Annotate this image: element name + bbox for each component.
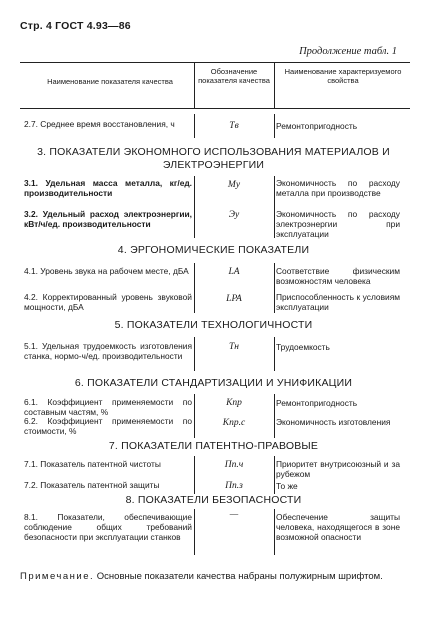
row-4-2-property: Приспособленность к условиям эксплуатации — [276, 292, 400, 312]
row-5-1-symbol: Тн — [229, 342, 239, 352]
cell-divider — [274, 176, 275, 238]
cell-divider — [274, 456, 275, 494]
row-4-2-symbol: LPA — [226, 294, 242, 304]
row-3-1-property: Экономичность по расходу металла при производстве — [276, 178, 400, 198]
row-7-1-property: Приоритет внутрисоюзный и за рубежом — [276, 459, 400, 479]
cell-divider — [194, 394, 195, 438]
row-3-2-symbol: Эу — [228, 210, 240, 220]
cell-divider — [194, 114, 195, 138]
row-6-2-name: 6.2. Коэффициент применяемости по стоимости, % — [24, 416, 192, 436]
header-divider-1 — [194, 62, 195, 108]
section-heading-5: 5. ПОКАЗАТЕЛИ ТЕХНОЛОГИЧНОСТИ — [114, 319, 313, 331]
note-text: Основные показатели качества набраны полужирным шрифтом. — [96, 571, 383, 582]
row-2-7-name: 2.7. Среднее время восстановления, ч — [24, 119, 175, 129]
table-note — [20, 570, 410, 583]
row-3-1-name: 3.1. Удельная масса металла, кг/ед. производительности — [24, 178, 192, 198]
row-5-1-name: 5.1. Удельная трудоемкость изготовления станка, нормо-ч/ед. производительности — [24, 341, 192, 361]
row-2-7-symbol: Tв — [229, 121, 239, 131]
cell-divider — [274, 114, 275, 138]
cell-divider — [274, 394, 275, 438]
cell-divider — [194, 337, 195, 371]
row-6-1-symbol: Kпр — [226, 398, 242, 408]
cell-divider — [194, 456, 195, 494]
row-2-7-property: Ремонтопригодность — [276, 121, 358, 131]
cell-divider — [194, 263, 195, 313]
page-header: Стр. 4 ГОСТ 4.93—86 — [20, 20, 131, 32]
row-6-1-property: Ремонтопригодность — [276, 398, 358, 408]
row-4-1-name: 4.1. Уровень звука на рабочем месте, дБА — [24, 266, 189, 276]
cell-divider — [274, 263, 275, 313]
row-7-1-symbol: Пп.ч — [224, 460, 244, 470]
row-7-2-property: То же — [276, 481, 298, 491]
row-3-2-property: Экономичность по расходу электроэнергии при эксплуатации — [276, 209, 400, 239]
section-heading-8: 8. ПОКАЗАТЕЛИ БЕЗОПАСНОСТИ — [125, 494, 302, 506]
column-header-name: Наименование показателя качества — [47, 77, 173, 86]
row-6-1-name: 6.1. Коэффициент применяемости по составным частям, % — [24, 397, 192, 417]
cell-divider — [274, 337, 275, 371]
cell-divider — [274, 509, 275, 555]
row-3-2-name: 3.2. Удельный расход электроэнергии, кВт/ч/ед. производительности — [24, 209, 192, 229]
table-top-rule — [20, 62, 410, 63]
cell-divider — [194, 176, 195, 238]
row-4-2-name: 4.2. Корректированный уровень звуковой мощности, дБА — [24, 292, 192, 312]
row-5-1-property: Трудоемкость — [276, 342, 330, 352]
row-8-1-name: 8.1. Показатели, обеспечивающие соблюдение общих требований безопасности при эксплуатации станков — [24, 512, 192, 542]
row-6-2-property: Экономичность изготовления — [276, 417, 391, 427]
section-heading-7: 7. ПОКАЗАТЕЛИ ПАТЕНТНО-ПРАВОВЫЕ — [108, 440, 319, 452]
section-heading-6: 6. ПОКАЗАТЕЛИ СТАНДАРТИЗАЦИИ И УНИФИКАЦИИ — [74, 377, 353, 389]
table-continuation-label: Продолжение табл. 1 — [299, 46, 397, 57]
section-heading-3: 3. ПОКАЗАТЕЛИ ЭКОНОМНОГО ИСПОЛЬЗОВАНИЯ МАТЕРИАЛОВ И ЭЛЕКТРОЭНЕРГИИ — [37, 146, 390, 171]
row-4-1-property: Соответствие физическим возможностям человека — [276, 266, 400, 286]
row-4-1-symbol: LA — [228, 267, 240, 277]
row-6-2-symbol: Kпр.с — [222, 418, 246, 428]
table-header-rule — [20, 108, 410, 109]
row-3-1-symbol: Mу — [227, 180, 241, 190]
row-8-1-property: Обеспечение защиты человека, находящегося в зоне возможной опасности — [276, 512, 400, 542]
header-divider-2 — [274, 62, 275, 108]
column-header-property: Наименование характеризуемого свойства — [284, 67, 402, 85]
row-7-1-name: 7.1. Показатель патентной чистоты — [24, 459, 161, 469]
section-heading-4: 4. ЭРГОНОМИЧЕСКИЕ ПОКАЗАТЕЛИ — [117, 244, 310, 256]
row-7-2-symbol: Пп.з — [225, 481, 243, 491]
note-label: Примечание. — [20, 571, 95, 582]
cell-divider — [194, 509, 195, 555]
column-header-symbol: Обозначение показателя качества — [198, 67, 270, 85]
row-8-1-symbol: — — [229, 510, 239, 520]
row-7-2-name: 7.2. Показатель патентной защиты — [24, 480, 160, 490]
